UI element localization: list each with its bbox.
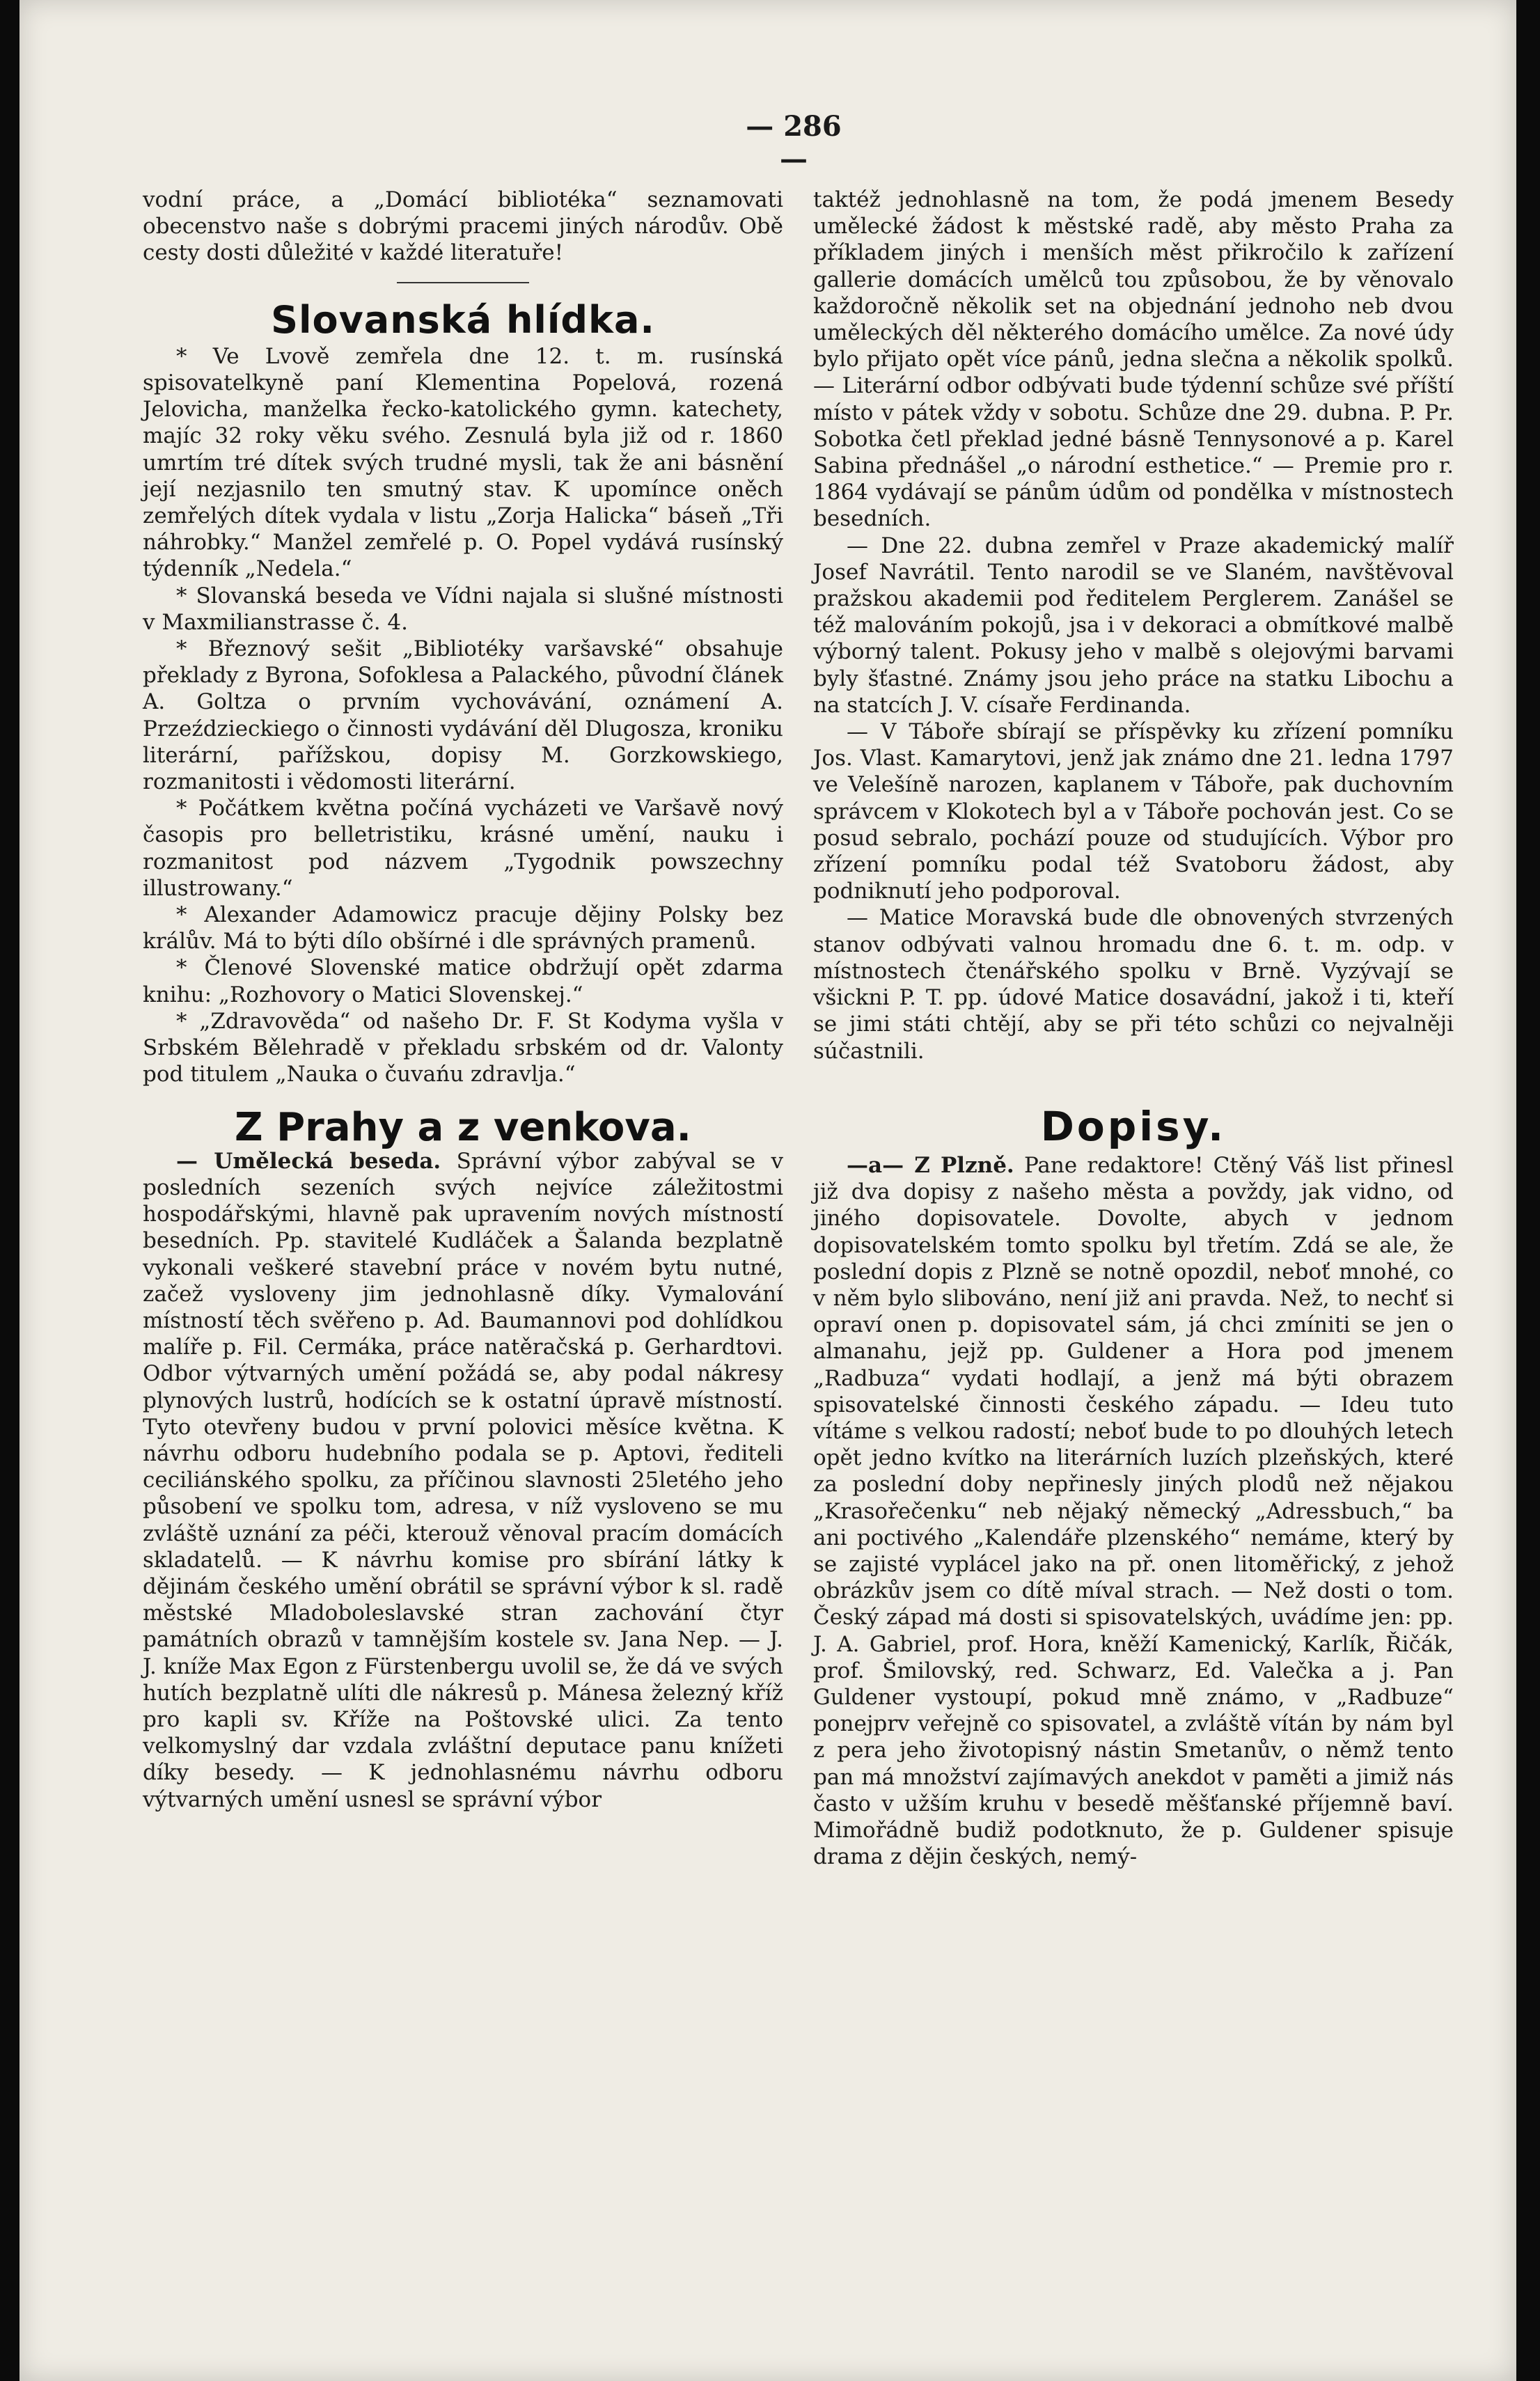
news-item: — Matice Moravská bude dle obnovených stvrzených stanov odbývati valnou hromadu dne 6. t. m. odp. v místnostech čtenářského spolku v Brně. Vyzývají se všickni P. T. pp. údové Matice dosavádní, jakož i ti, kteří se jimi státi chtějí, aby se při této schůzi co nejvalněji súčastnili. [813,905,1454,1064]
page-number: — 286 — [746,110,842,175]
intro-paragraph: vodní práce, a „Domácí bibliotéka“ seznamovati obecenstvo naše s dobrými pracemi jiných národův. Obě cesty dosti důležité v každé literatuře! [143,187,783,266]
news-item: * Počátkem května počíná vycházeti ve Varšavě nový časopis pro belletristiku, krásné umění, nauku i rozmanitost pod názvem „Tygodnik powszechny illustrowany.“ [143,796,783,901]
section-title-z-prahy: Z Prahy a z venkova. [235,1104,691,1150]
right-column [813,187,1454,1870]
news-item: — V Táboře sbírají se příspěvky ku zřízení pomníku Jos. Vlast. Kamarytovi, jenž jak známo dne 21. ledna 1797 ve Velešíně narozen, kaplanem v Táboře, pak duchovním správcem v Klokotech byl a v Táboře pochován jest. Co se posud sebralo, pochází pouze od studujících. Výbor pro zřízení pomníku podal též Svatoboru žádost, aby podniknutí jeho podporoval. [813,719,1454,904]
letter-text: Pane redaktore! Ctěný Váš list přinesl již dva dopisy z našeho města a povždy, jak vidno, od jiného dopisovatele. Dovolte, abych v jednom dopisovatelském tomto spolku byl třetím. Zdá se ale, že poslední dopis z Plzně se notně opozdil, neboť mnohé, co v něm bylo slibováno, není již ani pravda. Než, to nechť si opraví onen p. dopisovatel sám, já chci zmíniti se jen o almanahu, jejž pp. Guldener a Hora pod jmenem „Radbuza“ vydati hodlají, a jenž má býti obrazem spisovatelské činnosti českého západu. — Ideu tuto vítáme s velkou radostí; neboť bude to po dlouhých letech opět jedno kvítko na literárních luzích plzeňských, které za poslední doby nepřinesly jiných plodů než nějakou „Krasořečenku“ neb nějaký německý „Adressbuch,“ ba ani poctivého „Kalendáře plzenského“ nemáme, který by se zajisté vyplácel jako na př. onen litoměřický, z jehož obrázkův jsem co dítě míval strach. — Než dosti o tom. Český západ má dosti si spisovatelských, uvádíme jen: pp. J. A. Gabriel, prof. Hora, kněží Kamenický, Karlík, Řičák, prof. Šmilovský, red. Schwarz, Ed. Valečka a j. Pan Guldener vystoupí, pokud mně známo, v „Radbuze“ ponejprv veřejně co spisovatel, a zvláště vítán by nám byl z pera jeho životopisný nástin Smetanův, o němž tento pan má množství zajímavých anekdot v paměti a jimiž nás často v užším kruhu v besedě měšťanské příjemně baví. Mimořádně budiž podotknuto, že p. Guldener spisuje drama z dějin českých, nemý- [813,1152,1454,1870]
umelecka-beseda-text: Správní výbor zabýval se v posledních sezeních svých nejvíce záležitostmi hospodářskými, hlavně pak upravením nových místností besedních. Pp. stavitelé Kudláček a Šalanda bezplatně vykonali veškeré stavební práce v novém bytu nutné, začež vysloveny jim jednohlasně díky. Vymalování místností těch svěřeno p. Ad. Baumannovi pod dohlídkou malíře p. Fil. Cermáka, práce natěračská p. Gerhardtovi. Odbor výtvarných umění požádá se, aby podal nákresy plynových lustrů, hodících se k ostatní úpravě místností. Tyto otevřeny budou v první polovici měsíce května. K návrhu odboru hudebního podala se p. Aptovi, řediteli ceciliánského spolku, za příčinou slavnosti 25letého jeho působení ve spolku tom, adresa, v níž vysloveno se mu zvláště uznání za péči, kterouž věnoval pracím domácích skladatelů. — K návrhu komise pro sbírání látky k dějinám českého umění obrátil se správní výbor k sl. radě městské Mladoboleslavské stran zachování čtyr památních obrazů v tamnějším kostele sv. Jana Nep. — J. J. kníže Max Egon z Fürstenbergu uvolil se, že dá ve svých hutích bezplatně ulíti dle nákresů p. Mánesa železný kříž pro kapli sv. Kříže na Poštovské ulici. Za tento velkomyslný dar vzdala zvláštní deputace panu knížeti díky besedy. — K jednohlasnému návrhu odboru výtvarných umění usnesl se správní výbor [143,1148,783,1812]
news-item: * Březnový sešit „Bibliotéky varšavské“ obsahuje překlady z Byrona, Sofoklesa a Palackého, původní článek A. Goltza o prvním vychovávání, oznámení A. Przeździeckiego o činnosti vydávání děl Dlugosza, kroniku literární, pařížskou, dopisy M. Gorzkowskiego, rozmanitosti i vědomosti literární. [143,636,783,795]
continuation-paragraph: taktéž jednohlasně na tom, že podá jmenem Besedy umělecké žádost k městské radě, aby město Praha za příkladem jiných i menších měst přikročilo k zařízení gallerie domácích umělců tou způsobou, že by věnovalo každoročně několik set na objednání jednoho neb dvou uměleckých děl některého domácího umělce. Za nové údy bylo přijato opět více pánů, jedna slečna a několik spolků. — Literární odbor odbývati bude týdenní schůze své příští místo v pátek vždy v sobotu. Schůze dne 29. dubna. P. Pr. Sobotka četl překlad jedné básně Tennysonové a p. Karel Sabina přednášel „o národní esthetice.“ — Premie pro r. 1864 vydávají se pánům údům od pondělka v místnostech besedních. [813,187,1454,532]
umelecka-beseda-lead: — Umělecká beseda. [176,1148,441,1174]
letter-paragraph [813,1152,1454,1870]
section-title-slovanska-hlidka: Slovanská hlídka. [271,297,655,342]
letter-lead: —a— Z Plzně. [847,1152,1014,1178]
section-divider [397,282,529,283]
umelecka-beseda-paragraph [143,1148,783,1813]
news-item: * „Zdravověda“ od našeho Dr. F. St Kodyma vyšla v Srbském Bělehradě v překladu srbském od dr. Valonty pod titulem „Nauka o čuvańu zdravlja.“ [143,1008,783,1087]
news-item: * Ve Lvově zemřela dne 12. t. m. rusínská spisovatelkyně paní Klementina Popelová, rozená Jelovicha, manželka řecko-katolického gymn. katechety, majíc 32 roky věku svého. Zesnulá byla již od r. 1860 umrtím tré dítek svých trudné mysli, tak že ani básnění její nezjasnilo ten smutný stav. K upomínce oněch zemřelých dítek vydala v listu „Zorja Halicka“ báseň „Tři náhrobky.“ Manžel zemřelé p. O. Popel vydává rusínský týdenník „Nedela.“ [143,343,783,582]
left-column [143,187,783,1813]
news-item: * Členové Slovenské matice obdržují opět zdarma knihu: „Rozhovory o Matici Slovenskej.“ [143,955,783,1007]
news-item: * Slovanská beseda ve Vídni najala si slušné místnosti v Maxmilianstrasse č. 4. [143,583,783,635]
news-item: — Dne 22. dubna zemřel v Praze akademický malíř Josef Navrátil. Tento narodil se ve Slaném, navštěvoval pražskou akademii pod ředitelem Perglerem. Zanášel se též malováním pokojů, jsa i v dekoraci a obmítkové malbě výborný talent. Pokusy jeho v malbě s olejovými barvami byly šťastné. Známy jsou jeho práce na statku Libochu a na statcích J. V. císaře Ferdinanda. [813,533,1454,718]
section-title-dopisy: Dopisy. [1040,1102,1227,1150]
news-item: * Alexander Adamowicz pracuje dějiny Polsky bez králův. Má to býti dílo obšírné i dle správných pramenů. [143,902,783,954]
